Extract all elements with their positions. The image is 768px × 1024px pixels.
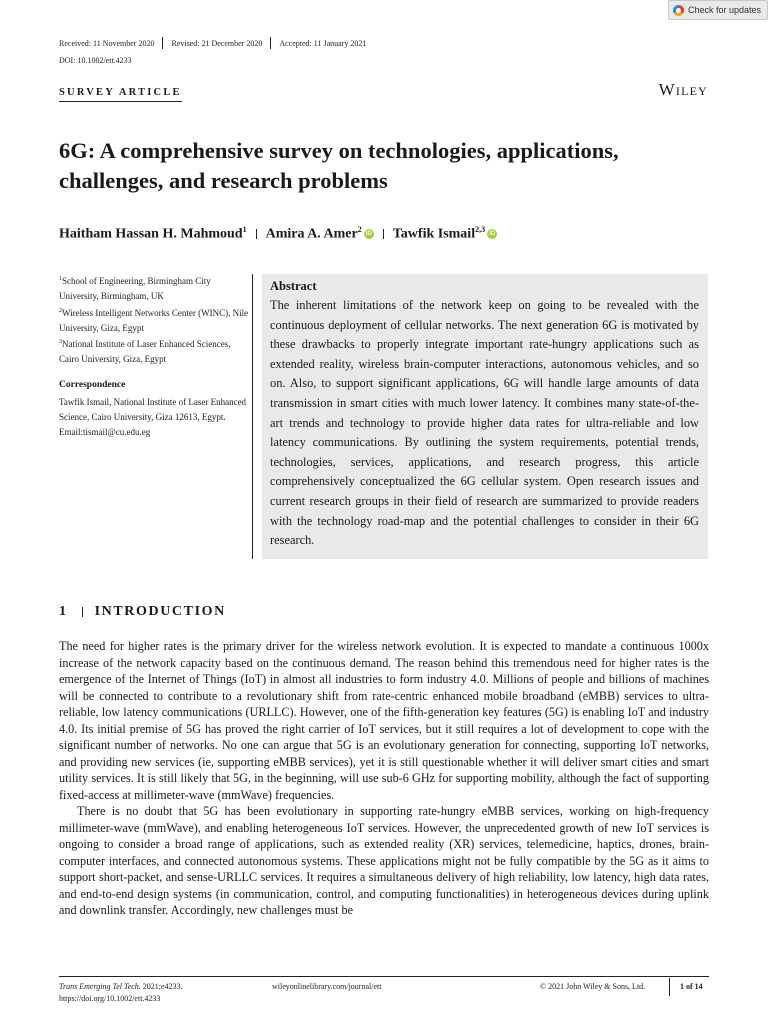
divider [82,607,83,617]
section-heading [59,604,226,620]
correspondence-text: Tawfik Ismail, National Institute of Laser Enhanced Science, Cairo University, Giza 12613, Egypt. Email:tismail@cu.edu.eg [59,395,249,440]
abstract-box [262,274,708,559]
correspondence-heading: Correspondence [59,380,126,390]
author-list [59,225,497,243]
publisher-logo: Wiley [658,80,708,99]
section-body [59,638,709,919]
affiliation: $^2$Wireless Intelligent Networks Center (WINC), Nile University, Giza, Egypt [59,308,249,333]
footer-rule [59,976,709,977]
article-dates [59,37,366,49]
article-title: 6G: A comprehensive survey on technologies, applications, challenges, and research problems [59,138,619,193]
footer-doi-link[interactable]: https://doi.org/10.1002/ett.4233 [59,994,161,1003]
divider [162,37,163,49]
abstract-text: The inherent limitations of the network keep on going to be revealed with the continuous deployment of cellular networks. The next generation 6G is motivated by these drawbacks to properly integrate important rate-hungry applications such as extended reality, wireless brain-computer interactions, autonomous vehicles, and so on. Also, to support significant applications, 6G will handle large amounts of data transmission in smart cities with much lower latency. It combines many state-of-the-art trends and technology to provide higher data rates for ultra-reliable and low latency communications. By outlining the system requirements, potential trends, technologies, services, applications, and research progress, this article comprehensively conceptualized the 6G cellular system. Open research issues and current research groups in their field of research are summarized to provide readers with the technology road-map and the potential challenges to consider in their 6G research. [270,298,699,548]
orcid-icon[interactable]: iD [365,230,372,237]
article-type: SURVEY ARTICLE [59,87,182,102]
crossmark-icon [673,5,684,16]
section-number: 1 [59,604,68,619]
doi: DOI: 10.1002/ett.4233 [59,56,132,65]
author-name[interactable]: Haitham Hassan H. Mahmoud$^1$ [59,225,247,242]
author-name[interactable]: Tawfik Ismail$^{2,3}$ [392,225,486,242]
footer-website-link[interactable]: wileyonlinelibrary.com/journal/ett [272,982,382,991]
orcid-icon[interactable]: iD [489,230,496,237]
paragraph: The need for higher rates is the primary driver for the wireless network evolution. It is expected to mandate a continuous 1000x increase of the network capacity based on the continuous demand. The reason behind this tremendous need for higher rates is the emergence of the Internet of Things (IoT) in almost all industries to form industry 4.0. Millions of people and billions of machines will be connected to contribute to a revolutionary shift from rate-centric enhanced mobile broadband (eMBB) services to ultra-reliable, low latency communications (URLLC). However, one of the fifth-generation key features (5G) is enabling IoT and industry 4.0. Its initial premise of 5G has proved the right carrier of IoT services, but it still requires a lot of development to cope with the significant number of networks. No one can argue that 5G is an evolutionary generation for connecting, supporting IoT networks, and providing new services (ie, supporting eMBB services), yet it is still questionable whether it will deliver smart cities and smart utility services. It is still likely that 5G, in the beginning, will use sub-6 GHz for supporting mobility, although the fact of supporting fixed-access at millimeter-wave (mmWave) frequencies. [59,639,709,802]
column-divider [252,274,253,559]
check-for-updates-label: Check for updates [688,5,762,15]
check-for-updates-button[interactable] [668,0,768,20]
divider [270,37,271,49]
journal-name: Trans Emerging Tel Tech. [59,982,141,991]
affiliation: $^1$School of Engineering, Birmingham City University, Birmingham, UK [59,276,211,301]
divider [256,229,257,239]
divider [669,978,670,996]
author-name[interactable]: Amira A. Amer$^2$ [265,225,362,242]
affiliation: $^3$National Institute of Laser Enhanced Sciences, Cairo University, Giza, Egypt [59,339,231,364]
page-number: 1 of 14 [680,982,703,991]
footer-citation: Trans Emerging Tel Tech. 2021;e4233. https://doi.org/10.1002/ett.4233 [59,982,183,1003]
correspondence-email[interactable]: Email:tismail@cu.edu.eg [59,427,151,437]
revised-date: Revised: 21 December 2020 [171,38,263,48]
footer-copyright: © 2021 John Wiley & Sons, Ltd. [540,982,646,991]
section-title: INTRODUCTION [94,604,226,619]
accepted-date: Accepted: 11 January 2021 [279,38,367,48]
received-date: Received: 11 November 2020 [59,38,155,48]
abstract-heading: Abstract [270,279,317,293]
divider [383,229,384,239]
paragraph: There is no doubt that 5G has been evolutionary in supporting rate-hungry eMBB services, working on high-frequency millimeter-wave (mmWave), and enabling heterogeneous IoT services. However, the unprecedented growth of new IoT services is ongoing to consider a broad range of applications, such as extended reality (XR) services, telemedicine, haptics, drones, brain-computer interfaces, and connected autonomous systems. These applications might not be fully compatible by the 5G as it aims to support short-packet, and sense-URLLC services. It requires a simultaneous delivery of high reliability, low latency, high data rates, and end-to-end design systems (in communication, control, and computing functionalities) in heterogeneous devices during uplink and downlink transfer. Accordingly, new challenges must be [59,804,709,917]
